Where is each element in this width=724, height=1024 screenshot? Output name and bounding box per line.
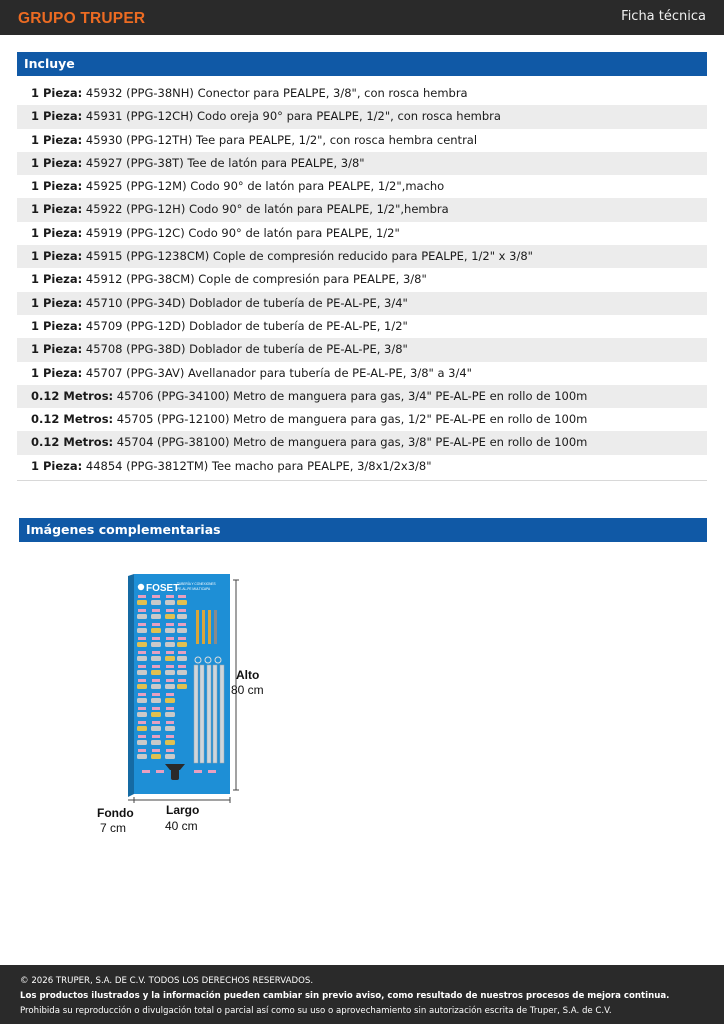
list-item [17, 338, 707, 361]
list-item [17, 198, 707, 221]
item-desc: 45708 (PPG-38D) Doblador de tubería de PE-AL-PE, 3/8" [85, 342, 408, 357]
item-desc: 45922 (PPG-12H) Codo 90° de latón para PEALPE, 1/2",hembra [85, 202, 449, 217]
list-item [17, 129, 707, 152]
list-item [17, 175, 707, 198]
list-item [17, 408, 707, 431]
item-desc: 45704 (PPG-38100) Metro de manguera para gas, 3/8" PE-AL-PE en rollo de 100m [116, 435, 588, 450]
footer-copyright: © 2026 TRUPER, S.A. DE C.V. TODOS LOS DERECHOS RESERVADOS. [20, 976, 314, 986]
list-item [17, 222, 707, 245]
largo-label: Largo [166, 803, 200, 817]
item-qty: 1 Pieza: [31, 458, 83, 473]
item-qty: 1 Pieza: [31, 342, 83, 357]
board-caption-2: PE-AL-PE MULTICAPA [177, 587, 211, 591]
item-qty: 0.12 Metros: [31, 435, 114, 450]
alto-value: 80 cm [231, 683, 264, 697]
list-item [17, 385, 707, 408]
imagenes-header: Imágenes complementarias [19, 518, 707, 542]
item-qty: 1 Pieza: [31, 155, 83, 170]
item-qty: 1 Pieza: [31, 249, 83, 264]
item-qty: 1 Pieza: [31, 318, 83, 333]
item-qty: 0.12 Metros: [31, 412, 114, 427]
list-item [17, 152, 707, 175]
item-desc: 45927 (PPG-38T) Tee de latón para PEALPE, 3/8" [85, 155, 365, 170]
list-item [17, 82, 707, 105]
item-desc: 45915 (PPG-1238CM) Cople de compresión reducido para PEALPE, 1/2" x 3/8" [85, 249, 533, 264]
item-desc: 44854 (PPG-3812TM) Tee macho para PEALPE, 3/8x1/2x3/8" [85, 458, 432, 473]
item-qty: 1 Pieza: [31, 272, 83, 287]
list-item [17, 455, 707, 478]
board-caption-1: TUBERÍA Y CONEXIONES [177, 582, 216, 586]
list-divider [17, 480, 707, 481]
item-desc: 45707 (PPG-3AV) Avellanador para tubería de PE-AL-PE, 3/8" a 3/4" [85, 365, 472, 380]
item-qty: 1 Pieza: [31, 179, 83, 194]
doc-type-label: Ficha técnica [621, 9, 706, 24]
footer-notice: Los productos ilustrados y la información pueden cambiar sin previo aviso, como resultado de nuestros procesos de mejora continua. [20, 991, 670, 1001]
item-qty: 1 Pieza: [31, 132, 83, 147]
item-qty: 1 Pieza: [31, 225, 83, 240]
fondo-label: Fondo [97, 806, 134, 820]
fondo-value: 7 cm [100, 821, 127, 835]
item-desc: 45912 (PPG-38CM) Cople de compresión para PEALPE, 3/8" [85, 272, 427, 287]
incluye-header: Incluye [17, 52, 707, 76]
top-bar [0, 0, 724, 35]
incluye-list [17, 82, 707, 478]
list-item [17, 105, 707, 128]
item-qty: 1 Pieza: [31, 295, 83, 310]
item-desc: 45705 (PPG-12100) Metro de manguera para gas, 1/2" PE-AL-PE en rollo de 100m [116, 412, 588, 427]
alto-label: Alto [236, 668, 260, 682]
item-desc: 45919 (PPG-12C) Codo 90° de latón para PEALPE, 1/2" [85, 225, 400, 240]
item-qty: 1 Pieza: [31, 365, 83, 380]
item-qty: 1 Pieza: [31, 202, 83, 217]
item-desc: 45930 (PPG-12TH) Tee para PEALPE, 1/2", con rosca hembra central [85, 132, 478, 147]
list-item [17, 245, 707, 268]
item-desc: 45931 (PPG-12CH) Codo oreja 90° para PEALPE, 1/2", con rosca hembra [85, 109, 501, 124]
list-item [17, 268, 707, 291]
item-desc: 45710 (PPG-34D) Doblador de tubería de PE-AL-PE, 3/4" [85, 295, 408, 310]
item-qty: 1 Pieza: [31, 109, 83, 124]
list-item [17, 362, 707, 385]
list-item [17, 292, 707, 315]
list-item [17, 431, 707, 454]
item-desc: 45706 (PPG-34100) Metro de manguera para gas, 3/4" PE-AL-PE en rollo de 100m [116, 388, 588, 403]
item-desc: 45709 (PPG-12D) Doblador de tubería de PE-AL-PE, 1/2" [85, 318, 408, 333]
item-qty: 0.12 Metros: [31, 388, 114, 403]
item-qty: 1 Pieza: [31, 86, 83, 100]
display-board-illustration [90, 570, 290, 840]
footer-prohibition: Prohibida su reproducción o divulgación total o parcial así como su uso o aprovechamiento sin autorización escrita de Truper, S.A. de C.V. [20, 1006, 612, 1016]
largo-value: 40 cm [165, 819, 198, 833]
list-item [17, 315, 707, 338]
board-brand: FOSET [146, 583, 180, 594]
item-desc: 45932 (PPG-38NH) Conector para PEALPE, 3/8", con rosca hembra [85, 86, 468, 100]
product-figure [90, 570, 290, 840]
brand-logo: GRUPO TRUPER [18, 10, 146, 27]
item-desc: 45925 (PPG-12M) Codo 90° de latón para PEALPE, 1/2",macho [85, 179, 445, 194]
footer [0, 965, 724, 1024]
